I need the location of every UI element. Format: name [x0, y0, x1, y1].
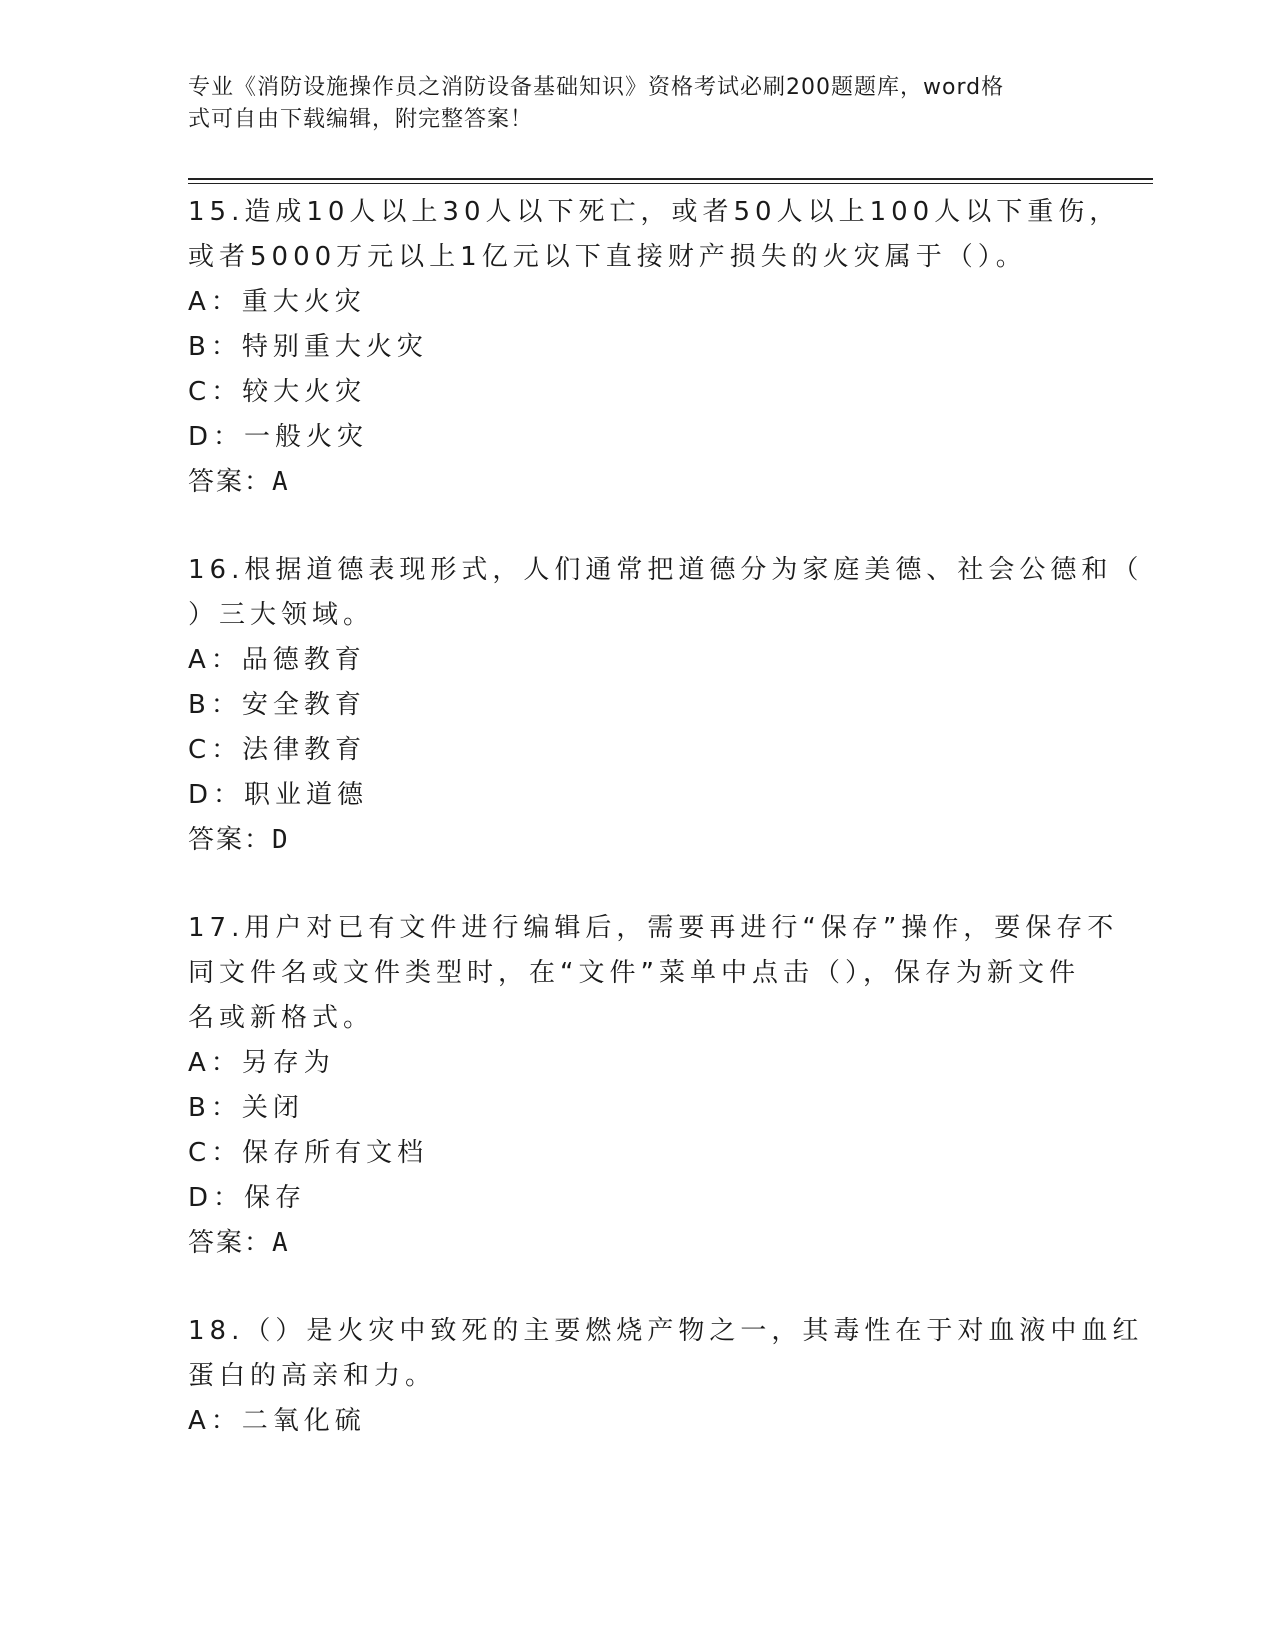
- answer-value: D: [272, 825, 290, 855]
- question-text-line: 或者5000万元以上1亿元以下直接财产损失的火灾属于（）。: [188, 242, 1027, 272]
- question-text-line: 同文件名或文件类型时，在“文件”菜单中点击（），保存为新文件: [188, 958, 1080, 988]
- option-a: A：重大火灾: [188, 287, 366, 317]
- header-line-2: 式可自由下载编辑，附完整答案！: [188, 107, 534, 132]
- option-a: A：另存为: [188, 1048, 335, 1078]
- question-text-line: 16.根据道德表现形式，人们通常把道德分为家庭美德、社会公德和（: [188, 555, 1144, 585]
- question-text-line: 名或新格式。: [188, 1003, 375, 1033]
- question-15: [188, 190, 1121, 505]
- question-text-line: 17.用户对已有文件进行编辑后，需要再进行“保存”操作，要保存不: [188, 913, 1119, 943]
- question-text-line: ）三大领域。: [188, 600, 375, 630]
- header-line-1: 专业《消防设施操作员之消防设备基础知识》资格考试必刷200题题库，word格: [188, 75, 1005, 100]
- document-header: [188, 72, 1068, 136]
- question-16: [188, 548, 1144, 863]
- header-divider-thin: [188, 183, 1153, 184]
- option-c: C：法律教育: [188, 735, 367, 765]
- answer-value: A: [272, 467, 290, 497]
- question-text-line: 蛋白的高亲和力。: [188, 1361, 437, 1391]
- question-18: [188, 1309, 1144, 1444]
- question-list: [188, 190, 1144, 1487]
- answer-line: [188, 1221, 1088, 1266]
- answer-line: [188, 460, 1088, 505]
- option-b: B：特别重大火灾: [188, 332, 428, 362]
- question-text-line: 18.（）是火灾中致死的主要燃烧产物之一，其毒性在于对血液中血红: [188, 1316, 1144, 1346]
- option-d: D：一般火灾: [188, 422, 369, 452]
- answer-label: 答案：: [188, 467, 273, 497]
- question-17: [188, 906, 1119, 1266]
- option-b: B：安全教育: [188, 690, 366, 720]
- option-a: A：二氧化硫: [188, 1406, 366, 1436]
- answer-label: 答案：: [188, 1228, 273, 1258]
- option-c: C：较大火灾: [188, 377, 367, 407]
- question-text-line: 15.造成10人以上30人以下死亡，或者50人以上100人以下重伤，: [188, 197, 1121, 227]
- option-b: B：关闭: [188, 1093, 304, 1123]
- header-divider-thick: [188, 178, 1153, 180]
- option-d: D：职业道德: [188, 780, 369, 810]
- option-a: A：品德教育: [188, 645, 366, 675]
- option-c: C：保存所有文档: [188, 1138, 429, 1168]
- answer-value: A: [272, 1228, 290, 1258]
- answer-line: [188, 818, 1088, 863]
- option-d: D：保存: [188, 1183, 307, 1213]
- answer-label: 答案：: [188, 825, 273, 855]
